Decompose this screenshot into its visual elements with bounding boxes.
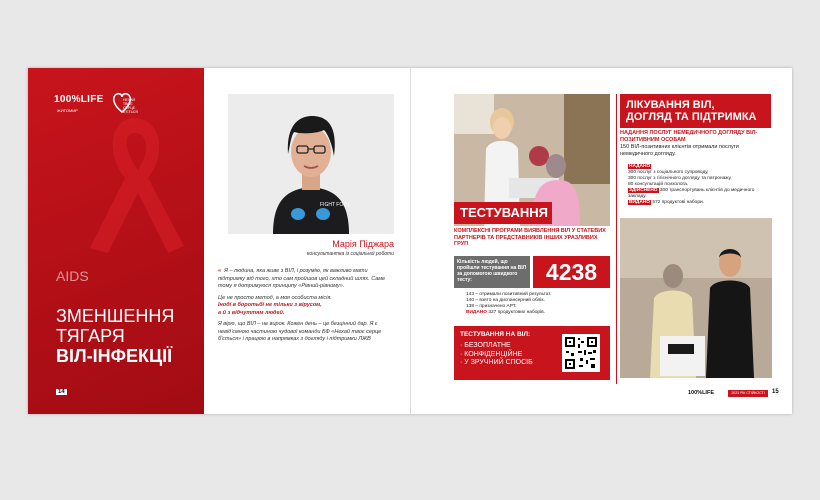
- quote-mark-icon: «: [218, 268, 222, 274]
- test-result-art: 138 – призначено АРТ.: [466, 304, 517, 309]
- testing-banner: ТЕСТУВАННЯ: [454, 202, 552, 224]
- title-line-2: ТЯГАРЯ: [56, 326, 125, 346]
- hiv-feature-free: · БЕЗОПЛАТНЕ: [460, 342, 511, 349]
- nonmedical-care-summary: 150 ВІЛ-позитивних клієнтів отримали послуги немедичного догляду.: [620, 144, 739, 157]
- quote-paragraph-1: [218, 268, 394, 291]
- quote-text-2: Це не просто метод, а моя особиста місія.: [218, 294, 332, 301]
- person-name: Марія Піджара: [332, 239, 394, 249]
- food-text: 572 продуктові набори.: [652, 200, 705, 205]
- nonmedical-care-list: [628, 164, 774, 206]
- title-line-3: ВІЛ-ІНФЕКЦІЇ: [56, 346, 173, 366]
- person-photo: [228, 94, 394, 234]
- complex-programs-heading: КОМПЛЕКСНІ ПРОГРАМИ ВИЯВЛЕННЯ ВІЛ У СТАТЕВИХ ПАРТНЕРІВ ТА ПРЕДСТАВНИКІВ ІНШИХ УРАЗЛИВИХ ГРУП: [454, 228, 606, 247]
- hiv-feature-convenient: · У ЗРУЧНИЙ СПОСІБ: [460, 359, 533, 366]
- quote-paragraph-2: [218, 295, 394, 318]
- brand-logo-city: ЖИТОМИР: [57, 108, 78, 113]
- treatment-banner-line-2: ДОГЛЯД ТА ПІДТРИМКА: [626, 111, 757, 123]
- test-count-value: 4238: [533, 256, 610, 288]
- quote-paragraph-3: Я вірю, що ВІЛ – не вирок. Кожен день – це безцінний дар. Я є невід'ємною частиною чудової команди БФ «Нехай твоє серце б'ється» і працюю в напрямках з догляду і підтримки ЛЖВ: [218, 321, 382, 342]
- portrait-illustration: [228, 94, 394, 234]
- page-number-left: 14: [58, 389, 65, 395]
- page-number-right: 15: [772, 389, 779, 395]
- quote-highlight-2: а й з відчуттям людей.: [218, 309, 285, 316]
- care-item-hygiene: 300 послуг з гігієнічного догляду та патронажу,: [628, 176, 732, 181]
- title-line-1: ЗМЕНШЕННЯ: [56, 306, 175, 326]
- care-item-psychologist: 80 консультацій психолога.: [628, 182, 689, 187]
- hiv-testing-features: [460, 342, 533, 368]
- spine-divider: [410, 68, 411, 414]
- aids-label: AIDS: [56, 268, 89, 284]
- treatment-banner: [620, 94, 771, 128]
- test-count-label: Кількість людей, що пройшли тестування на ВІЛ за допомогою швидкого тесту:: [454, 256, 530, 288]
- left-red-panel: [28, 68, 204, 414]
- issued-text: 327 продуктових наборів.: [488, 310, 545, 315]
- quote-text-1: Я – людина, яка живе з ВІЛ, і розумію, як важливо мати підтримку від того, хто сам пройшов цей складний шлях. Саме тому я дотримуюся принципу «Рівний-рівному».: [218, 268, 386, 289]
- quote-highlight-1: Іноді в боротьбі не тільки з вірусом,: [218, 302, 322, 308]
- transport-text: 300 транспортувань клієнтів до медичного закладу.: [628, 188, 755, 199]
- quote-block: [218, 268, 394, 348]
- test-result-food: [466, 310, 612, 316]
- test-count-box: [454, 256, 610, 288]
- test-result-positive: 143 – отримали позитивний результат.: [466, 292, 552, 297]
- person-role: консультантка із соціальної роботи: [307, 251, 394, 257]
- provided-tag: НАДАНО: [629, 164, 651, 169]
- qr-code-icon[interactable]: [562, 334, 600, 372]
- test-results-list: [466, 292, 612, 316]
- hiv-testing-title: ТЕСТУВАННЯ НА ВІЛ:: [460, 331, 531, 338]
- issued-label: ВИДАНО: [466, 310, 487, 315]
- done-tag: ЗДІЙСНЕНО: [629, 188, 658, 193]
- issued-tag: ВИДАНО: [629, 200, 650, 205]
- aids-ribbon-icon: [80, 108, 190, 258]
- partner-logo-text: НЕХАЙ ТВОЄ СЕРЦЕ Б'ЄТЬСЯ: [123, 98, 138, 114]
- column-divider: [616, 94, 617, 384]
- treatment-banner-line-1: ЛІКУВАННЯ ВІЛ,: [626, 99, 715, 111]
- care-item-transport: [628, 188, 774, 200]
- shirt-text: FIGHT FOR L: [320, 202, 352, 208]
- footer-year-label: 2023 РІК СТІЙКОСТІ: [728, 390, 768, 397]
- support-illustration: [620, 218, 772, 378]
- footer-brand-logo: 100%LIFE: [688, 390, 714, 396]
- hiv-testing-box: [454, 326, 610, 380]
- brand-logo: 100%LIFE: [54, 94, 104, 105]
- brochure-spread: [28, 68, 792, 414]
- nonmedical-care-heading: НАДАННЯ ПОСЛУГ НЕМЕДИЧНОГО ДОГЛЯДУ ВІЛ-ПОЗИТИВНИМ ОСОБАМ: [620, 130, 758, 143]
- page-title: [56, 306, 174, 366]
- test-result-registered: 140 – взято на диспансерний облік.: [466, 298, 545, 303]
- support-photo: [620, 218, 772, 378]
- hiv-feature-confidential: · КОНФІДЕНЦІЙНЕ: [460, 350, 523, 358]
- care-item-food: [628, 200, 774, 206]
- care-item-social: 300 послуг з соціального супроводу,: [628, 170, 709, 175]
